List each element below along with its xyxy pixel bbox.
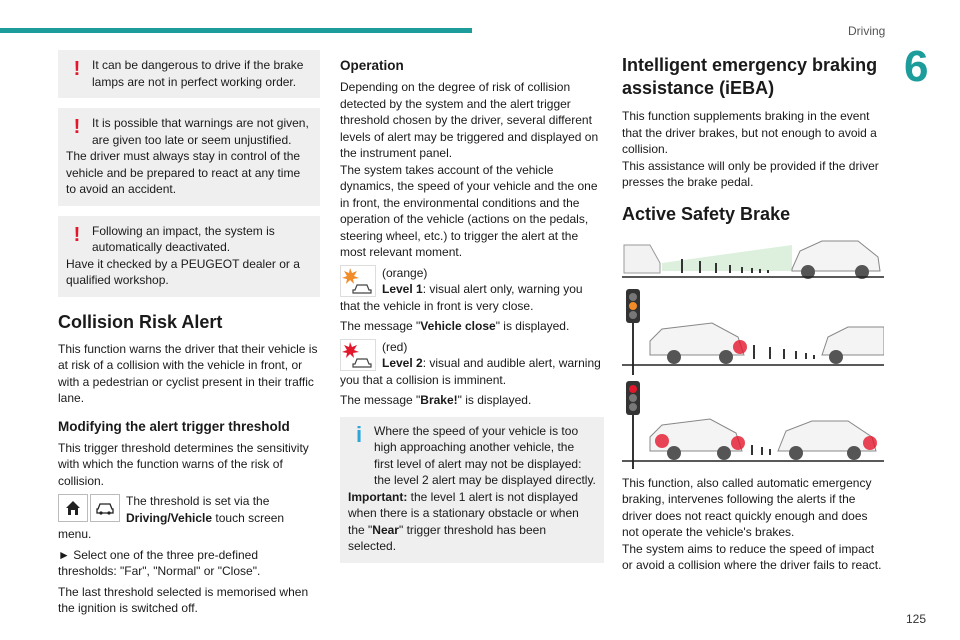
warning-text-rest: Have it checked by a PEUGEOT dealer or a qualified workshop. xyxy=(66,256,300,287)
illustration-level1-alert xyxy=(622,289,884,375)
warning-icon: ! xyxy=(73,58,81,80)
warning-text: Following an impact, the system is automatically deactivated. xyxy=(92,223,275,254)
paragraph: Depending on the degree of risk of collision detected by the system and the alert trigger threshold chosen by the driver, several different levels of alert may be triggered and displayed on the instrument panel. xyxy=(340,80,599,160)
important-label: Important: xyxy=(348,489,408,504)
collision-alert-orange-icon xyxy=(340,265,376,297)
text: The threshold is set via the xyxy=(126,494,270,508)
heading-collision-risk-alert: Collision Risk Alert xyxy=(58,311,223,332)
column-right xyxy=(622,50,884,578)
level2-color: (red) xyxy=(382,339,408,354)
illustration-approach xyxy=(622,233,884,283)
level1-description xyxy=(340,265,604,315)
header-accent-bar xyxy=(0,28,472,33)
paragraph: This assistance will only be provided if the driver presses the brake pedal. xyxy=(622,158,879,189)
heading-modifying-threshold: Modifying the alert trigger threshold xyxy=(58,418,290,434)
home-icon xyxy=(58,494,88,522)
column-left xyxy=(58,50,320,621)
level1-color: (orange) xyxy=(382,265,428,280)
level1-message: The message "Vehicle close" is displayed. xyxy=(340,319,570,333)
warning-icon: ! xyxy=(73,116,81,138)
info-box xyxy=(340,417,604,563)
warning-text-rest: The driver must always stay in control of the vehicle and be prepared to react at any time to avoid an accident. xyxy=(66,149,301,196)
paragraph: The system takes account of the vehicle dynamics, the speed of your vehicle and the one in front, the environmental conditions and the operation of the vehicle (actions on the pedals, steering wheel, etc.) to trigger the alert at the most relevant moment. xyxy=(340,162,598,259)
chapter-number: 6 xyxy=(904,42,929,91)
section-title: Driving xyxy=(848,24,886,38)
paragraph: This function supplements braking in the event that the driver brakes, but not enough to avoid a collision. xyxy=(622,109,877,156)
info-text: the level 1 alert is not displayed when there is a stationary obstacle or when the " xyxy=(348,489,579,537)
warning-box-unjustified xyxy=(58,108,320,206)
warning-box-brake-lamps xyxy=(58,50,320,98)
level1-text: : visual alert only, warning you that the vehicle in front is very close. xyxy=(340,282,583,313)
level2-message: The message "Brake!" is displayed. xyxy=(340,393,532,407)
level1-label: Level 1 xyxy=(382,282,423,296)
car-icon xyxy=(90,494,120,522)
threshold-setting-paragraph xyxy=(58,493,320,543)
warning-text: It can be dangerous to drive if the brake lamps are not in perfect working order. xyxy=(92,58,304,89)
icon-group xyxy=(58,494,120,522)
collision-alert-red-icon xyxy=(340,339,376,371)
text: touch screen menu. xyxy=(58,510,285,541)
heading-ieba: Intelligent emergency braking assistance (iEBA) xyxy=(622,55,878,98)
heading-operation: Operation xyxy=(340,58,404,73)
near-label: Near xyxy=(372,522,399,537)
warning-box-impact xyxy=(58,216,320,297)
paragraph: This trigger threshold determines the sensitivity with which the function warns of the risk of collision. xyxy=(58,440,309,488)
paragraph: The system aims to reduce the speed of impact or avoid a collision where the driver fails to react. xyxy=(622,541,882,572)
warning-text: It is possible that warnings are not given, are given too late or seem unjustified. xyxy=(92,116,309,147)
level2-text: : visual and audible alert, warning you that a collision is imminent. xyxy=(340,356,601,387)
paragraph: This function, also called automatic emergency braking, intervenes following the alerts if the driver does not react quickly enough and does not operate the vehicle's brakes. xyxy=(622,475,872,539)
illustration-level2-alert xyxy=(622,381,884,469)
level2-label: Level 2 xyxy=(382,356,423,370)
paragraph: The last threshold selected is memorised when the ignition is switched off. xyxy=(58,584,309,615)
info-text: " trigger threshold has been selected. xyxy=(348,522,546,553)
paragraph: ► Select one of the three pre-defined thresholds: "Far", "Normal" or "Close". xyxy=(58,547,261,578)
level2-description xyxy=(340,339,604,389)
info-text: Where the speed of your vehicle is too high approaching another vehicle, the first level of alert may not be displayed: the level 2 alert may be displayed directly. xyxy=(374,423,596,487)
heading-active-safety-brake: Active Safety Brake xyxy=(622,203,791,224)
info-icon: i xyxy=(355,421,363,447)
menu-path: Driving/Vehicle xyxy=(126,510,213,525)
paragraph: This function warns the driver that their vehicle is at risk of a collision with the vehicle in front, or with a pedestrian or cyclist present in their traffic lane. xyxy=(58,341,318,405)
page-number: 125 xyxy=(906,612,927,626)
column-middle xyxy=(340,50,604,563)
warning-icon: ! xyxy=(73,223,81,246)
